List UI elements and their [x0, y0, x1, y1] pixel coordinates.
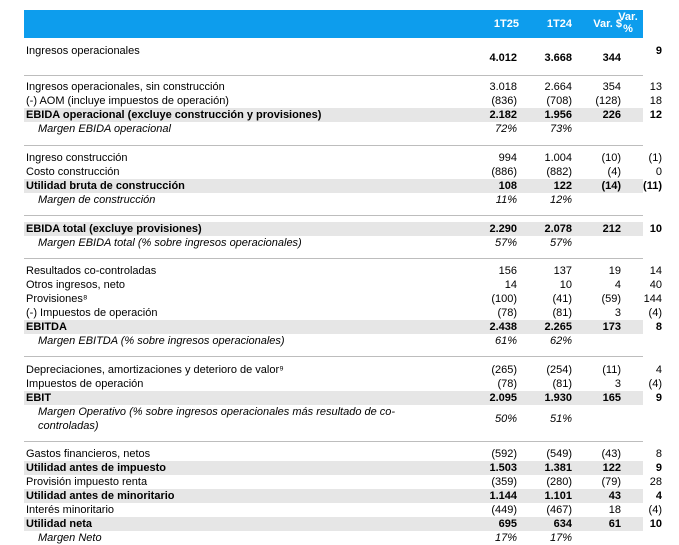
table-row: EBIT 2.095 1.930 165 9 — [26, 392, 662, 404]
header-var-pct: Var. % — [618, 11, 638, 35]
table-row: Resultados co-controladas 156 137 19 14 — [26, 265, 662, 277]
divider — [24, 215, 643, 216]
table-row: EBITDA 2.438 2.265 173 8 — [26, 321, 662, 333]
table-row: Ingreso construcción 994 1.004 (10) (1) — [26, 152, 662, 164]
table-row: Costo construcción (886) (882) (4) 0 — [26, 166, 662, 178]
table-row: Provisiones⁸ (100) (41) (59) 144 — [26, 293, 662, 305]
divider — [24, 356, 643, 357]
table-row: Utilidad antes de minoritario 1.144 1.101 43 4 — [26, 490, 662, 502]
table-row: (-) Impuestos de operación (78) (81) 3 (4) — [26, 307, 662, 319]
table-row: Margen EBITDA (% sobre ingresos operacionales) 61% 62% — [38, 335, 572, 347]
divider — [24, 441, 643, 442]
header-1t24: 1T24 — [546, 18, 572, 30]
table-row: Impuestos de operación (78) (81) 3 (4) — [26, 378, 662, 390]
table-row: Margen de construcción 11% 12% — [38, 194, 572, 206]
table-row: EBIDA total (excluye provisiones) 2.290 2.078 212 10 — [26, 223, 662, 235]
table-row: Margen EBIDA total (% sobre ingresos operacionales) 57% 57% — [38, 237, 572, 249]
divider — [24, 75, 643, 76]
table-row: Provisión impuesto renta (359) (280) (79) 28 — [26, 476, 662, 488]
table-row: Utilidad neta 695 634 61 10 — [26, 518, 662, 530]
table-row: EBIDA operacional (excluye construcción y provisiones) 2.182 1.956 226 12 — [26, 109, 662, 121]
table-row: Margen EBIDA operacional 72% 73% — [38, 123, 572, 135]
table-row: (-) AOM (incluye impuestos de operación) (836) (708) (128) 18 — [26, 95, 662, 107]
table-row: Otros ingresos, neto 14 10 4 40 — [26, 279, 662, 291]
table-row: Margen Operativo (% sobre ingresos operacionales más resultado de co-controladas) 50% 51% — [38, 406, 572, 432]
table-row: Ingresos operacionales, sin construcción 3.018 2.664 354 13 — [26, 81, 662, 93]
divider — [24, 258, 643, 259]
header-1t25: 1T25 — [493, 18, 519, 30]
table-row: Ingresos operacionales 4.012 3.668 344 9 — [26, 45, 662, 64]
table-row: Utilidad bruta de construcción 108 122 (14) (11) — [26, 180, 662, 192]
table-row: Interés minoritario (449) (467) 18 (4) — [26, 504, 662, 516]
header-var-dollar: Var. $ — [593, 18, 622, 30]
table-row: Utilidad antes de impuesto 1.503 1.381 122 9 — [26, 462, 662, 474]
table-row: Depreciaciones, amortizaciones y deterioro de valor⁹ (265) (254) (11) 4 — [26, 364, 662, 376]
table-row: Gastos financieros, netos (592) (549) (43) 8 — [26, 448, 662, 460]
table-header — [24, 10, 643, 38]
table-row: Margen Neto 17% 17% — [38, 532, 572, 544]
divider — [24, 145, 643, 146]
